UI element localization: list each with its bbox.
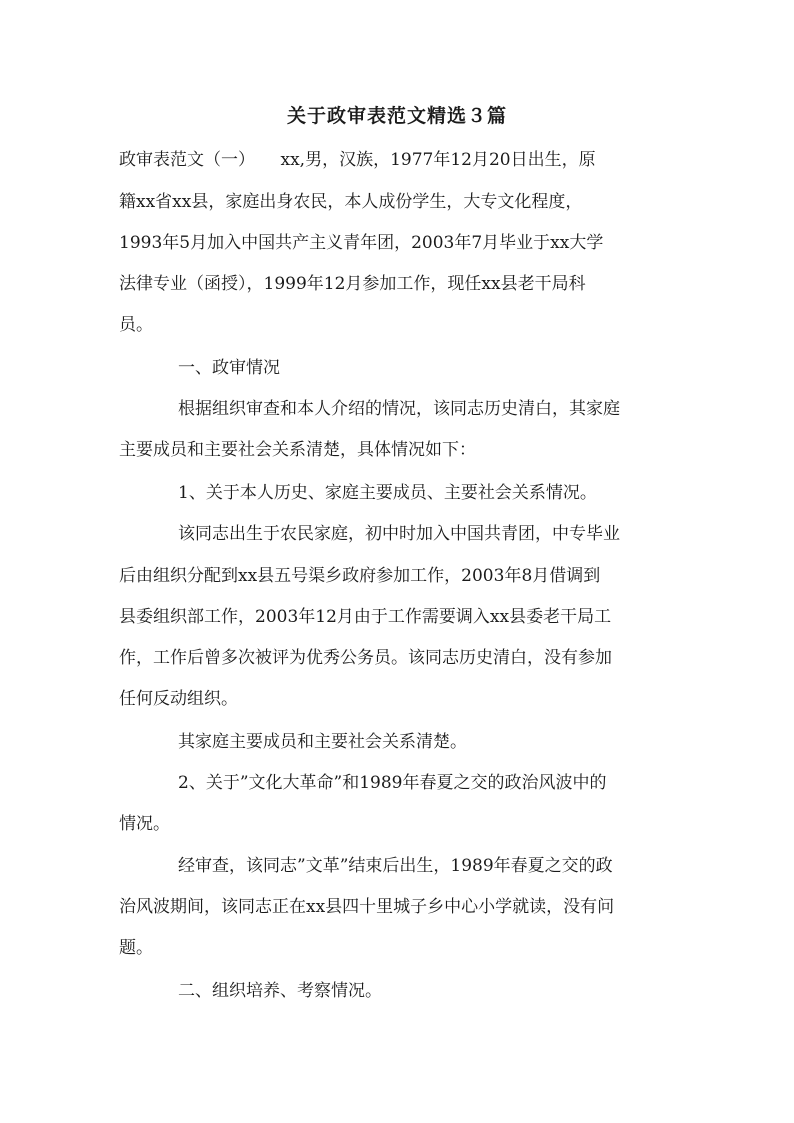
paragraph-2-line-1: 根据组织审查和本人介绍的情况，该同志历史清白，其家庭 <box>178 399 620 419</box>
paragraph-1-line-1: 政审表范文（一） xx,男，汉族，1977年12月20日出生，原 <box>119 150 596 170</box>
paragraph-1-line-5: 员。 <box>119 315 153 335</box>
subsection-heading-2: 2、关于”文化大革命”和1989年春夏之交的政治风波中的 <box>178 773 607 793</box>
paragraph-1-line-4: 法律专业（函授），1999年12月参加工作，现任xx县老干局科 <box>119 274 586 294</box>
subsection-heading-1: 1、关于本人历史、家庭主要成员、主要社会关系情况。 <box>178 483 597 503</box>
paragraph-5-line-1: 经审查，该同志”文革”结束后出生，1989年春夏之交的政 <box>178 856 613 876</box>
paragraph-5-line-3: 题。 <box>119 938 153 958</box>
paragraph-3-line-3: 县委组织部工作，2003年12月由于工作需要调入xx县委老干局工 <box>119 607 612 627</box>
paragraph-1-line-3: 1993年5月加入中国共产主义青年团，2003年7月毕业于xx大学 <box>119 233 604 253</box>
paragraph-3-line-2: 后由组织分配到xx县五号渠乡政府参加工作，2003年8月借调到 <box>119 566 601 586</box>
section-heading-1: 一、政审情况 <box>178 358 280 378</box>
paragraph-5-line-2: 治风波期间，该同志正在xx县四十里城子乡中心小学就读，没有问 <box>119 897 615 917</box>
paragraph-3-line-4: 作，工作后曾多次被评为优秀公务员。该同志历史清白，没有参加 <box>119 648 612 668</box>
paragraph-4-line-1: 其家庭主要成员和主要社会关系清楚。 <box>178 732 467 752</box>
document-title: 关于政审表范文精选３篇 <box>286 105 507 127</box>
paragraph-3-line-1: 该同志出生于农民家庭，初中时加入中国共青团，中专毕业 <box>178 524 620 544</box>
paragraph-2-line-2: 主要成员和主要社会关系清楚，具体情况如下： <box>119 440 476 460</box>
paragraph-3-line-5: 任何反动组织。 <box>119 689 238 709</box>
section-heading-2: 二、组织培养、考察情况。 <box>178 981 382 1001</box>
subsection-heading-2-cont: 情况。 <box>119 814 170 834</box>
paragraph-1-line-2: 籍xx省xx县，家庭出身农民，本人成份学生，大专文化程度， <box>119 192 583 212</box>
